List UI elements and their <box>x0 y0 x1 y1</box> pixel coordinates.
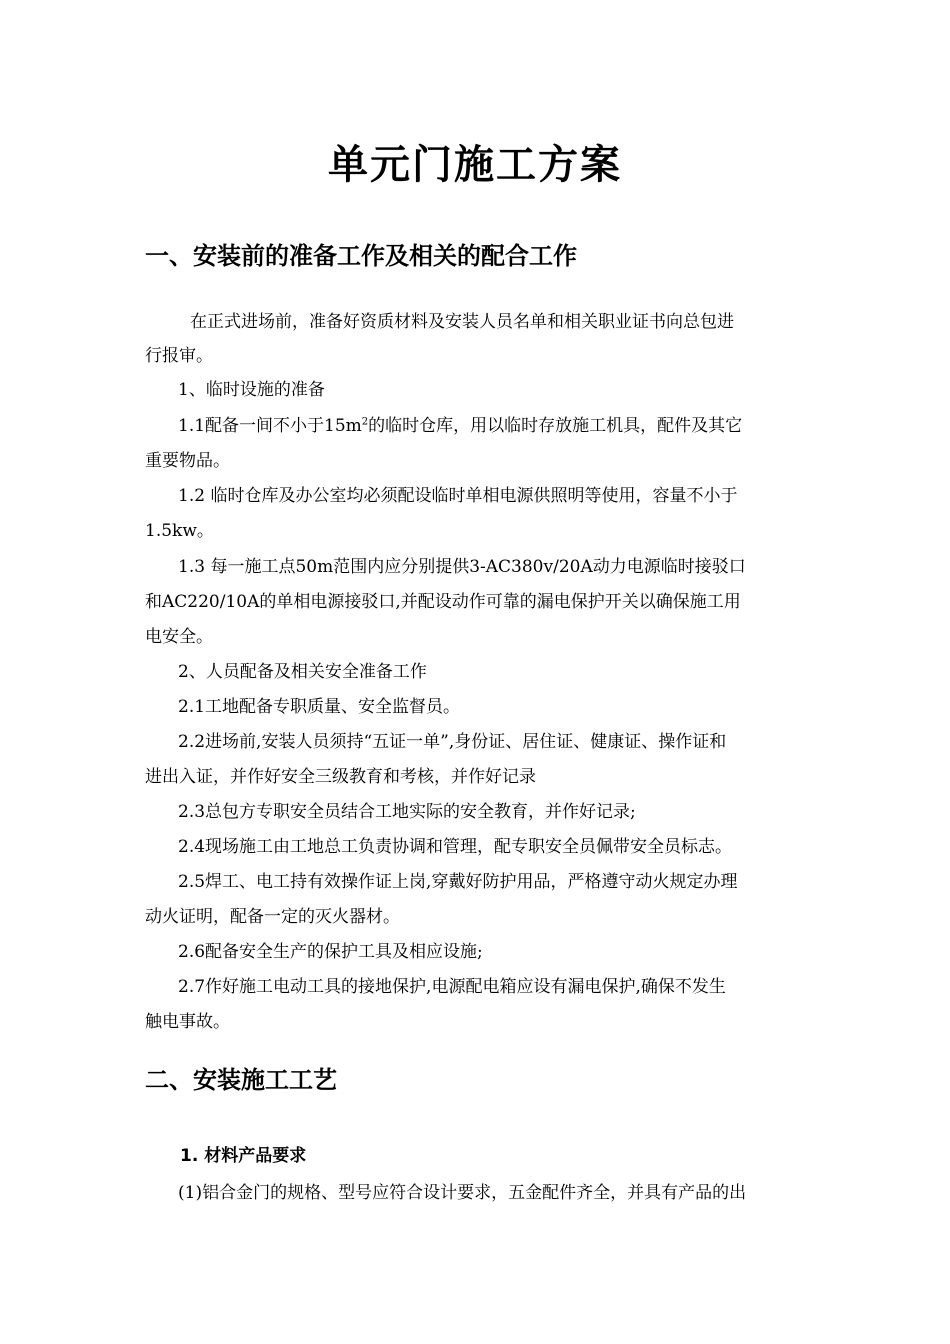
item-1-2-line-2: 1.5kw。 <box>145 521 214 541</box>
item-2-7-line-2: 触电事故。 <box>145 1012 230 1032</box>
section-1-heading: 一、安装前的准备工作及相关的配合工作 <box>145 242 577 270</box>
subheading-material-requirements: 1. 材料产品要求 <box>180 1146 307 1166</box>
material-item-1-line-1: (1)铝合金门的规格、型号应符合设计要求，五金配件齐全，并具有产品的出 <box>178 1183 747 1203</box>
item-2-5-line-1: 2.5焊工、电工持有效操作证上岗,穿戴好防护用品，严格遵守动火规定办理 <box>178 872 738 892</box>
item-2-2-line-1: 2.2进场前,安装人员须持“五证一单”,身份证、居住证、健康证、操作证和 <box>178 732 727 752</box>
intro-line-2: 行报审。 <box>145 346 213 366</box>
item-1-2-line-1: 1.2 临时仓库及办公室均必须配设临时单相电源供照明等使用，容量不小于 <box>178 486 738 506</box>
item-2-4: 2.4现场施工由工地总工负责协调和管理，配专职安全员佩带安全员标志。 <box>178 837 733 857</box>
item-1-1-text-a: 1.1配备一间不小于15m <box>178 416 362 436</box>
subheading-temporary-facilities: 1、临时设施的准备 <box>178 380 325 400</box>
item-1-1-text-b: 的临时仓库，用以临时存放施工机具，配件及其它 <box>368 416 743 436</box>
item-2-3: 2.3总包方专职安全员结合工地实际的安全教育，并作好记录; <box>178 802 636 822</box>
item-1-1-line-1 <box>178 413 742 439</box>
subheading-personnel: 2、人员配备及相关安全准备工作 <box>178 662 427 682</box>
intro-line-1: 在正式进场前，准备好资质材料及安装人员名单和相关职业证书向总包进 <box>190 312 734 332</box>
item-2-6: 2.6配备安全生产的保护工具及相应设施; <box>178 942 483 962</box>
item-1-1-line-2: 重要物品。 <box>145 451 230 471</box>
item-2-7-line-1: 2.7作好施工电动工具的接地保护,电源配电箱应设有漏电保护,确保不发生 <box>178 977 726 997</box>
section-2-heading: 二、安装施工工艺 <box>145 1066 337 1094</box>
page-title: 单元门施工方案 <box>328 142 622 188</box>
item-2-5-line-2: 动火证明，配备一定的灭火器材。 <box>145 907 400 927</box>
item-1-3-line-1: 1.3 每一施工点50m范围内应分别提供3-AC380v/20A动力电源临时接驳口 <box>178 557 746 577</box>
item-1-3-line-2: 和AC220/10A的单相电源接驳口,并配设动作可靠的漏电保护开关以确保施工用 <box>145 592 741 612</box>
item-2-1: 2.1工地配备专职质量、安全监督员。 <box>178 697 461 717</box>
item-1-3-line-3: 电安全。 <box>145 627 213 647</box>
item-2-2-line-2: 进出入证，并作好安全三级教育和考核，并作好记录 <box>145 767 536 787</box>
superscript-2: 2 <box>361 416 369 428</box>
